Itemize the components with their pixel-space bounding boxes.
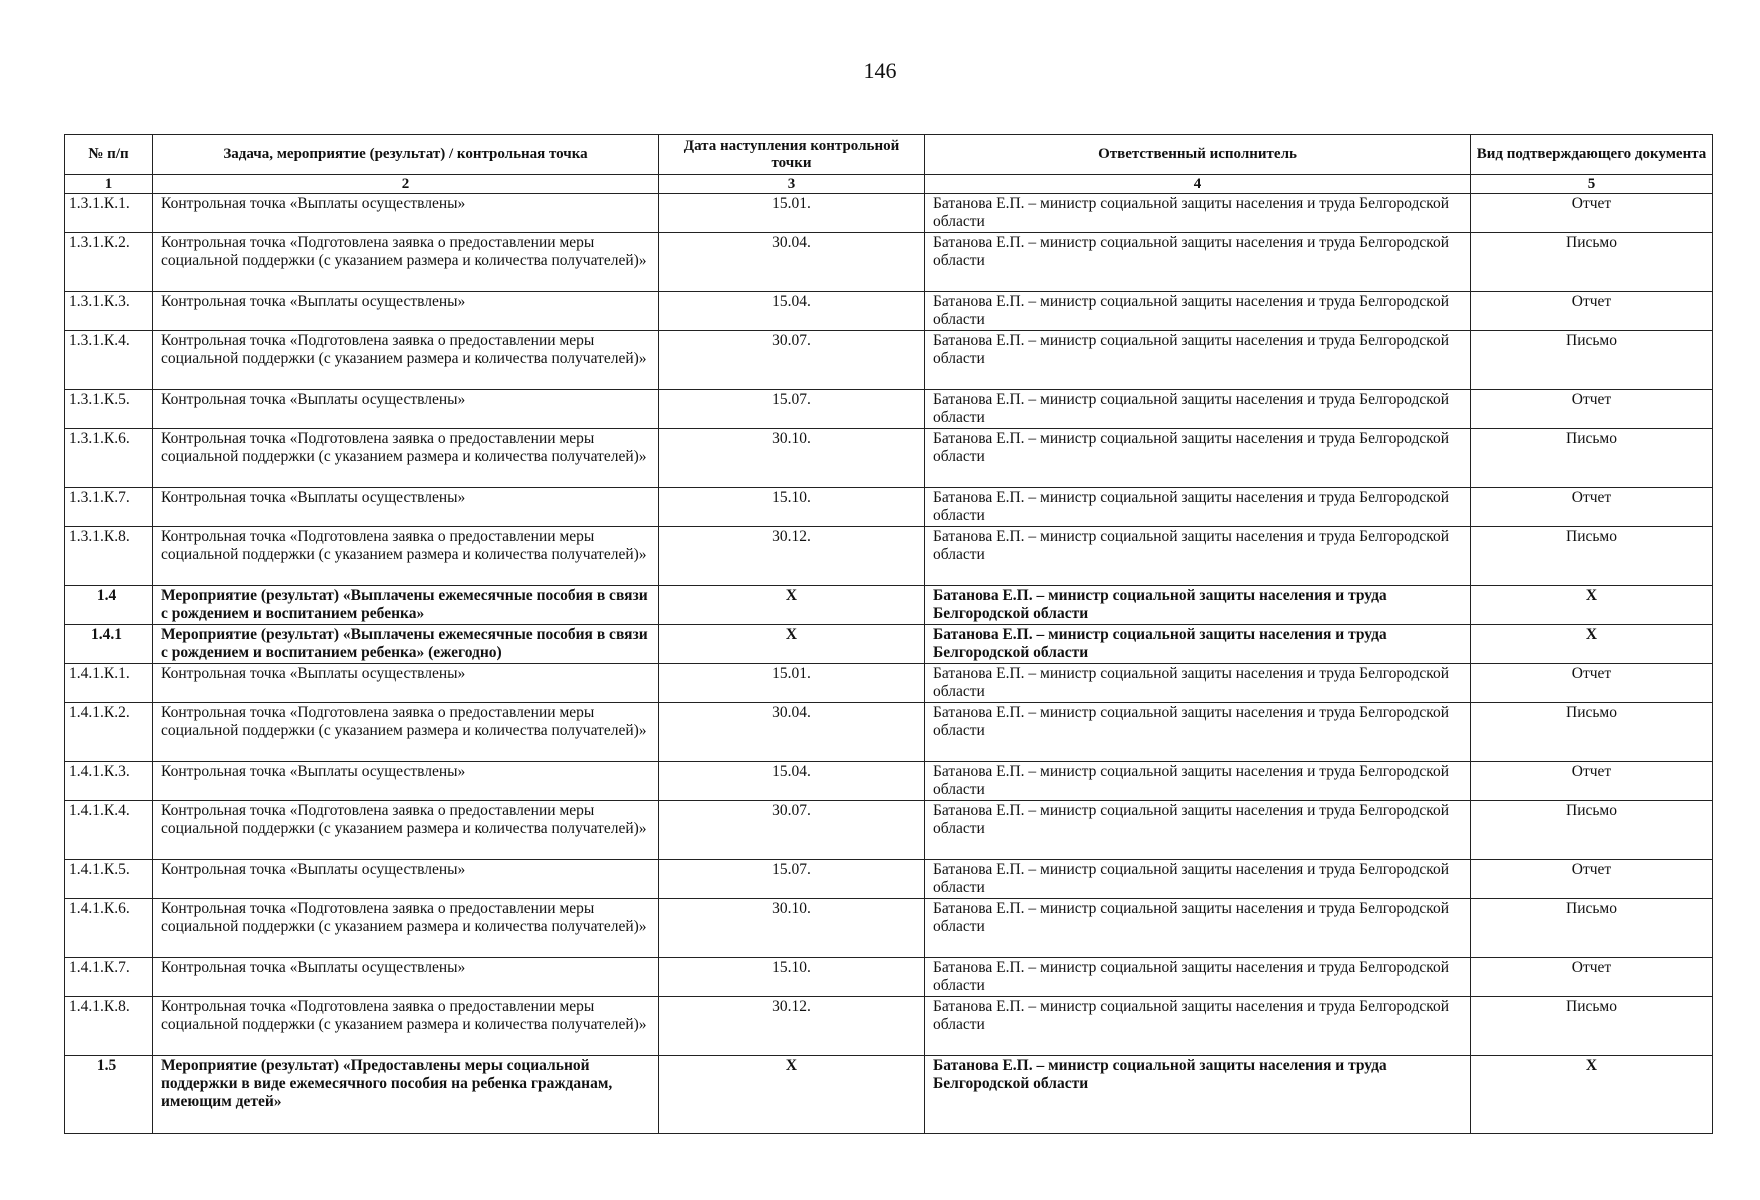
row-number: 1.4.1	[65, 625, 153, 664]
row-task: Контрольная точка «Выплаты осуществлены»	[153, 488, 659, 527]
row-task: Контрольная точка «Подготовлена заявка о предоставлении меры социальной поддержки (с указанием размера и количества получателей)»	[153, 331, 659, 390]
row-executor: Батанова Е.П. – министр социальной защиты населения и труда Белгородской области	[925, 233, 1471, 292]
table-row	[65, 331, 1713, 390]
column-number-row	[65, 175, 1713, 194]
table-row	[65, 860, 1713, 899]
row-executor: Батанова Е.П. – министр социальной защиты населения и труда Белгородской области	[925, 331, 1471, 390]
row-number: 1.3.1.К.1.	[65, 194, 153, 233]
header-num: № п/п	[65, 135, 153, 175]
row-task: Мероприятие (результат) «Выплачены ежемесячные пособия в связи с рождением и воспитанием ребенка»	[153, 586, 659, 625]
row-task: Контрольная точка «Выплаты осуществлены»	[153, 762, 659, 801]
table-row	[65, 762, 1713, 801]
row-document-type: Письмо	[1471, 899, 1713, 958]
row-number: 1.4.1.К.8.	[65, 997, 153, 1056]
row-document-type: Письмо	[1471, 997, 1713, 1056]
row-executor: Батанова Е.П. – министр социальной защиты населения и труда Белгородской области	[925, 488, 1471, 527]
row-executor: Батанова Е.П. – министр социальной защиты населения и труда Белгородской области	[925, 194, 1471, 233]
row-number: 1.4	[65, 586, 153, 625]
row-document-type: Отчет	[1471, 390, 1713, 429]
row-task: Контрольная точка «Выплаты осуществлены»	[153, 664, 659, 703]
row-task: Контрольная точка «Подготовлена заявка о предоставлении меры социальной поддержки (с указанием размера и количества получателей)»	[153, 233, 659, 292]
row-executor: Батанова Е.П. – министр социальной защиты населения и труда Белгородской области	[925, 899, 1471, 958]
table-row	[65, 527, 1713, 586]
row-document-type: X	[1471, 1056, 1713, 1134]
row-executor: Батанова Е.П. – министр социальной защиты населения и труда Белгородской области	[925, 625, 1471, 664]
row-number: 1.4.1.К.4.	[65, 801, 153, 860]
column-number: 5	[1471, 175, 1713, 194]
header-row	[65, 135, 1713, 175]
row-date: 30.07.	[659, 331, 925, 390]
row-executor: Батанова Е.П. – министр социальной защиты населения и труда Белгородской области	[925, 997, 1471, 1056]
row-document-type: X	[1471, 625, 1713, 664]
row-task: Контрольная точка «Подготовлена заявка о предоставлении меры социальной поддержки (с указанием размера и количества получателей)»	[153, 899, 659, 958]
row-number: 1.4.1.К.3.	[65, 762, 153, 801]
row-number: 1.3.1.К.2.	[65, 233, 153, 292]
row-document-type: Письмо	[1471, 233, 1713, 292]
table-row	[65, 997, 1713, 1056]
row-date: 30.04.	[659, 233, 925, 292]
plan-table	[64, 134, 1713, 1134]
row-document-type: Отчет	[1471, 860, 1713, 899]
row-date: 15.01.	[659, 194, 925, 233]
row-executor: Батанова Е.П. – министр социальной защиты населения и труда Белгородской области	[925, 860, 1471, 899]
row-executor: Батанова Е.П. – министр социальной защиты населения и труда Белгородской области	[925, 664, 1471, 703]
row-task: Мероприятие (результат) «Предоставлены меры социальной поддержки в виде ежемесячного пособия на ребенка гражданам, имеющим детей»	[153, 1056, 659, 1134]
table-body	[65, 194, 1713, 1134]
row-date: 30.10.	[659, 899, 925, 958]
row-number: 1.4.1.К.2.	[65, 703, 153, 762]
column-number: 2	[153, 175, 659, 194]
page-number: 146	[863, 58, 897, 83]
row-document-type: Письмо	[1471, 527, 1713, 586]
row-date: 15.07.	[659, 390, 925, 429]
row-executor: Батанова Е.П. – министр социальной защиты населения и труда Белгородской области	[925, 762, 1471, 801]
row-date: 30.04.	[659, 703, 925, 762]
table-row	[65, 586, 1713, 625]
row-date: X	[659, 625, 925, 664]
row-date: 15.04.	[659, 762, 925, 801]
table-row	[65, 429, 1713, 488]
table-row	[65, 801, 1713, 860]
row-document-type: X	[1471, 586, 1713, 625]
row-document-type: Отчет	[1471, 488, 1713, 527]
row-task: Контрольная точка «Выплаты осуществлены»	[153, 292, 659, 331]
table-row	[65, 625, 1713, 664]
header-date: Дата наступления контрольной точки	[659, 135, 925, 175]
row-executor: Батанова Е.П. – министр социальной защиты населения и труда Белгородской области	[925, 586, 1471, 625]
row-task: Мероприятие (результат) «Выплачены ежемесячные пособия в связи с рождением и воспитанием ребенка» (ежегодно)	[153, 625, 659, 664]
row-date: X	[659, 1056, 925, 1134]
row-executor: Батанова Е.П. – министр социальной защиты населения и труда Белгородской области	[925, 390, 1471, 429]
row-date: 30.07.	[659, 801, 925, 860]
row-task: Контрольная точка «Выплаты осуществлены»	[153, 390, 659, 429]
row-document-type: Письмо	[1471, 429, 1713, 488]
table-row	[65, 1056, 1713, 1134]
row-date: 15.04.	[659, 292, 925, 331]
row-document-type: Отчет	[1471, 958, 1713, 997]
row-number: 1.3.1.К.6.	[65, 429, 153, 488]
row-date: 30.12.	[659, 997, 925, 1056]
row-task: Контрольная точка «Подготовлена заявка о предоставлении меры социальной поддержки (с указанием размера и количества получателей)»	[153, 703, 659, 762]
row-executor: Батанова Е.П. – министр социальной защиты населения и труда Белгородской области	[925, 429, 1471, 488]
row-executor: Батанова Е.П. – министр социальной защиты населения и труда Белгородской области	[925, 801, 1471, 860]
row-number: 1.3.1.К.3.	[65, 292, 153, 331]
table-header	[65, 135, 1713, 194]
header-executor: Ответственный исполнитель	[925, 135, 1471, 175]
row-number: 1.4.1.К.7.	[65, 958, 153, 997]
column-number: 3	[659, 175, 925, 194]
row-number: 1.3.1.К.4.	[65, 331, 153, 390]
row-document-type: Отчет	[1471, 762, 1713, 801]
row-date: X	[659, 586, 925, 625]
table-row	[65, 488, 1713, 527]
row-number: 1.4.1.К.6.	[65, 899, 153, 958]
row-executor: Батанова Е.П. – министр социальной защиты населения и труда Белгородской области	[925, 292, 1471, 331]
row-document-type: Письмо	[1471, 703, 1713, 762]
row-number: 1.3.1.К.8.	[65, 527, 153, 586]
row-task: Контрольная точка «Подготовлена заявка о предоставлении меры социальной поддержки (с указанием размера и количества получателей)»	[153, 527, 659, 586]
row-date: 30.12.	[659, 527, 925, 586]
row-document-type: Письмо	[1471, 801, 1713, 860]
row-date: 15.07.	[659, 860, 925, 899]
header-task: Задача, мероприятие (результат) / контрольная точка	[153, 135, 659, 175]
header-doc: Вид подтверждающего документа	[1471, 135, 1713, 175]
row-executor: Батанова Е.П. – министр социальной защиты населения и труда Белгородской области	[925, 1056, 1471, 1134]
row-number: 1.4.1.К.1.	[65, 664, 153, 703]
row-executor: Батанова Е.П. – министр социальной защиты населения и труда Белгородской области	[925, 958, 1471, 997]
row-task: Контрольная точка «Выплаты осуществлены»	[153, 860, 659, 899]
row-document-type: Отчет	[1471, 292, 1713, 331]
table-row	[65, 194, 1713, 233]
table-row	[65, 390, 1713, 429]
row-task: Контрольная точка «Подготовлена заявка о предоставлении меры социальной поддержки (с указанием размера и количества получателей)»	[153, 997, 659, 1056]
row-task: Контрольная точка «Выплаты осуществлены»	[153, 194, 659, 233]
row-document-type: Отчет	[1471, 194, 1713, 233]
column-number: 1	[65, 175, 153, 194]
table-row	[65, 233, 1713, 292]
table-row	[65, 899, 1713, 958]
row-task: Контрольная точка «Подготовлена заявка о предоставлении меры социальной поддержки (с указанием размера и количества получателей)»	[153, 801, 659, 860]
row-number: 1.5	[65, 1056, 153, 1134]
row-date: 15.01.	[659, 664, 925, 703]
row-executor: Батанова Е.П. – министр социальной защиты населения и труда Белгородской области	[925, 527, 1471, 586]
table-row	[65, 292, 1713, 331]
row-date: 15.10.	[659, 488, 925, 527]
table-row	[65, 958, 1713, 997]
row-task: Контрольная точка «Выплаты осуществлены»	[153, 958, 659, 997]
row-date: 15.10.	[659, 958, 925, 997]
row-document-type: Письмо	[1471, 331, 1713, 390]
row-executor: Батанова Е.П. – министр социальной защиты населения и труда Белгородской области	[925, 703, 1471, 762]
table-row	[65, 703, 1713, 762]
row-number: 1.4.1.К.5.	[65, 860, 153, 899]
row-task: Контрольная точка «Подготовлена заявка о предоставлении меры социальной поддержки (с указанием размера и количества получателей)»	[153, 429, 659, 488]
row-date: 30.10.	[659, 429, 925, 488]
row-number: 1.3.1.К.7.	[65, 488, 153, 527]
table-row	[65, 664, 1713, 703]
column-number: 4	[925, 175, 1471, 194]
row-number: 1.3.1.К.5.	[65, 390, 153, 429]
row-document-type: Отчет	[1471, 664, 1713, 703]
